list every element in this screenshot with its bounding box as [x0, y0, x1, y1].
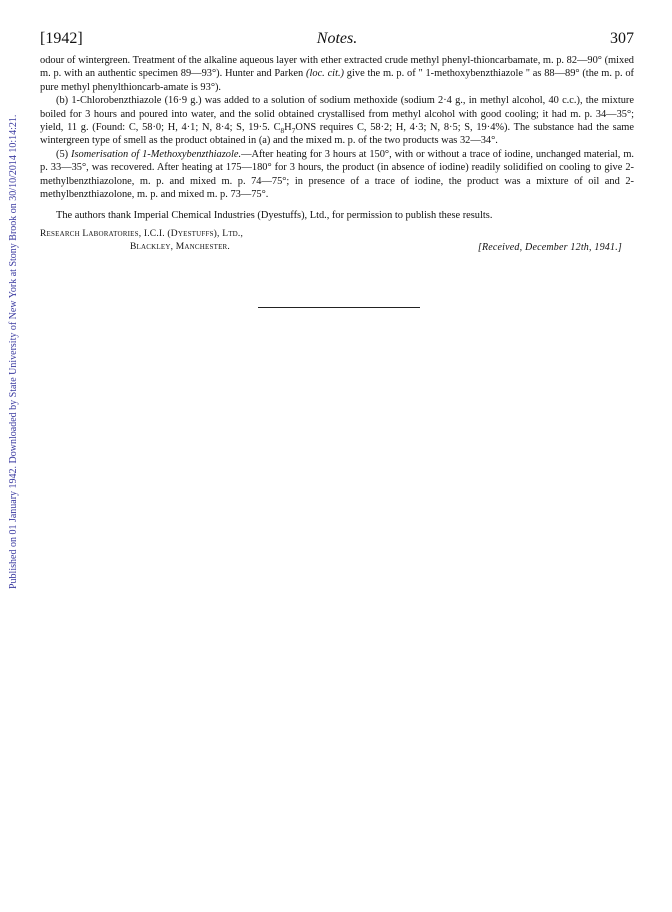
- affiliation-block: [40, 228, 634, 255]
- affiliation-line-1: Research Laboratories, I.C.I. (Dyestuffs), Ltd.,: [40, 228, 244, 239]
- received-date: [Received, December 12th, 1941.]: [477, 242, 622, 254]
- paragraph-b-end: ONS requires C, 58·2; H, 4·3; N, 8·5; S, 19·4%). The substance had the same wintergreen type of smell as the product obtained in (a) and the mixed m. p. of the two products was 32—34°.: [40, 122, 635, 147]
- section-title-isomerisation: Isomerisation of 1-Methoxybenzthiazole.: [71, 148, 242, 160]
- affiliation-line-2-row: [40, 241, 634, 255]
- paragraph-continuation: [40, 54, 634, 94]
- header-title: Notes.: [316, 30, 358, 47]
- article-body: [40, 54, 634, 255]
- acknowledgement: The authors thank Imperial Chemical Industries (Dyestuffs), Ltd., for permission to publish these results.: [56, 210, 493, 222]
- paragraph-b: [40, 94, 634, 148]
- header-year: [1942]: [40, 30, 83, 47]
- download-watermark: [4, 70, 22, 600]
- formula-h: H: [284, 122, 292, 134]
- paragraph-b-start: (b) 1-Chlorobenzthiazole (16·9 g.) was added to a solution of sodium methoxide (sodium 2·4 g., in methyl alcohol, 40 c.c.), the mixture boiled for 3 hours and poured into water, and the solid obtained crystallised from methyl alcohol with good cooling; it had m. p. 34—35°; yield, 11 g. (Found: C, 58·0; H, 4·1; N, 8·4; S, 19·5. C: [40, 95, 634, 134]
- page-header: [40, 30, 634, 52]
- formula-subscript-h: 7: [291, 127, 296, 136]
- affiliation-line-2: Blackley, Manchester.: [130, 242, 230, 253]
- download-watermark-text: Published on 01 January 1942. Downloaded by State University of New York at Stony Brook on 30/10/2014 10:14:21.: [8, 114, 19, 589]
- paragraph-5-label: (5): [56, 148, 72, 160]
- end-rule: [258, 307, 420, 308]
- page-number: 307: [610, 30, 634, 47]
- paragraph-continuation-text: odour of wintergreen. Treatment of the alkaline aqueous layer with ether extracted crude methyl phenyl-thioncarbamate, m. p. 82—90° (mixed m. p. with an authentic specimen 89—93°). Hunter and Parken: [40, 55, 634, 80]
- citation-loc-cit: (loc. cit.): [306, 68, 345, 80]
- paragraph-5-text: —After heating for 3 hours at 150°, with or without a trace of iodine, unchanged material, m. p. 33—35°, was recovered. After heating at 175—180° for 3 hours, the product (in absence of iodine) readily solidified on cooling to give 2-methylbenzthiazolone, m. p. and mixed m. p. 74—75°; in presence of a trace of iodine, the product was a mixture of oil and 2-methylbenzthiazolone, m. p. and mixed m. p. 73—75°.: [40, 148, 634, 201]
- paragraph-continuation-rest: give the m. p. of " 1-methoxybenzthiazole " as 88—89° (the m. p. of pure methyl phenylthioncarb-amate is 93°).: [40, 68, 634, 93]
- formula-subscript-c: 8: [280, 127, 285, 136]
- paragraph-5: [40, 148, 634, 202]
